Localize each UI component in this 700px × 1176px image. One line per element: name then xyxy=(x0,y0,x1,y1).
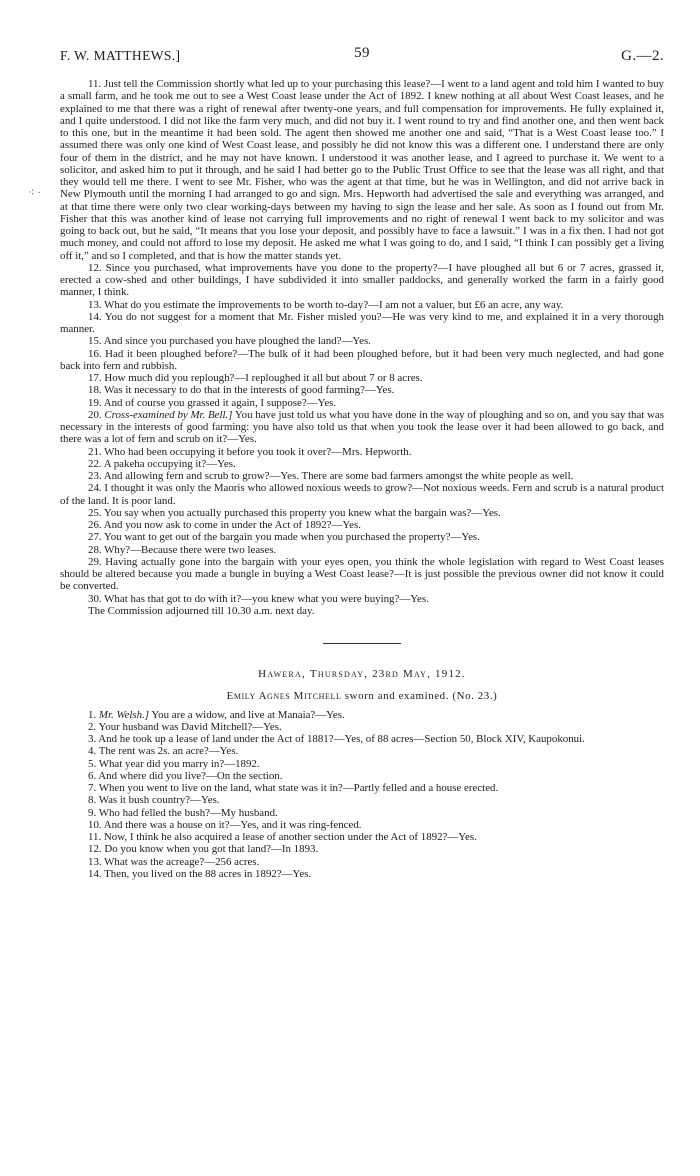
paragraph: 16. Had it been ploughed before?—The bulk of it had been ploughed before, but it had been very much neglected, and had gone back into fern and rubbish. xyxy=(60,347,664,372)
paragraph-number: 20. xyxy=(88,408,102,421)
paragraph: 29. Having actually gone into the bargain with your eyes open, you think the whole legislation with regard to West Coast leases should be altered because you made a bungle in buying a West Coast lease?—It is just possible the previous owner did not know it could be converted. xyxy=(60,555,664,593)
paragraph: 7. When you went to live on the land, what state was it in?—Partly felled and a house erected. xyxy=(88,782,499,794)
paragraph: 24. I thought it was only the Maoris who allowed noxious weeds to grow?—Not noxious weeds. Fern and scrub is a natural product of the land. It is poor land. xyxy=(60,482,664,507)
paragraph: 2. Your husband was David Mitchell?—Yes. xyxy=(88,720,282,733)
paragraph: 22. A pakeha occupying it?—Yes. xyxy=(88,457,236,470)
paragraph-examination xyxy=(60,709,664,721)
paragraph-cross-examination xyxy=(60,409,664,446)
paragraph: 11. Now, I think he also acquired a lease of another section under the Act of 1892?—Yes. xyxy=(88,831,477,843)
paragraph: 4. The rent was 2s. an acre?—Yes. xyxy=(88,745,239,758)
paragraph: 14. Then, you lived on the 88 acres in 1892?—Yes. xyxy=(88,867,312,880)
examiner-label: Cross-examined by Mr. Bell.] xyxy=(104,408,233,421)
paragraph-number: 1. xyxy=(88,708,97,721)
paragraph: 30. What has that got to do with it?—you knew what you were buying?—Yes. xyxy=(88,592,429,605)
document-page xyxy=(60,45,664,880)
paragraph: 6. And where did you live?—On the section. xyxy=(88,769,283,782)
paragraph: 13. What was the acreage?—256 acres. xyxy=(88,855,260,868)
session-heading: Hawera, Thursday, 23rd May, 1912. xyxy=(258,668,466,680)
adjournment-note: The Commission adjourned till 10.30 a.m. next day. xyxy=(88,604,315,617)
document-reference: G.—2. xyxy=(621,48,664,64)
paragraph: 25. You say when you actually purchased this property you knew what the bargain was?—Yes. xyxy=(88,506,501,519)
paragraph: 8. Was it bush country?—Yes. xyxy=(88,794,220,807)
paragraph: 14. You do not suggest for a moment that Mr. Fisher misled you?—He was very kind to me, and explained it in a very thorough manner. xyxy=(60,310,664,335)
page-header xyxy=(60,45,664,70)
paragraph: 11. Just tell the Commission shortly what led up to your purchasing this lease?—I went to a land agent and told him I wanted to buy a small farm, and he took me out to see a West Coast lease under the Act of 1892. I knew nothing at all about West Coast leases, and he explained to me that there was a right of renewal after twenty-one years, and full compensation for improvements. He fully explained it, and I quite understood. I did not like the farm very much, and did not buy it. I went round to try and find another one, and then went back to this one, but in the meantime it had been sold. The agent then showed me another one and said, “That is a West Coast lease too.” I assumed there was only one kind of West Coast lease, and possibly he did not know this was a different one. I understand there are only four of them in the district, and he may not have known. I understood it was another lease, and I agreed to purchase it. We went to a solicitor, and asked him to put it through, and he said I had better go to the Public Trust Office to see that the lease was all right, and that they would tell me there. I went to see Mr. Fisher, who was the agent at that time, but he was in Wellington, and did not arrive back in New Plymouth until the morning I had arranged to go and sign. Mrs. Hepworth had advertised the sale and everything was arranged, and at that time there were only two clear working-days between my having to sign the lease and her sale. As soon as I found out from Mr. Fisher that this was another kind of lease not carrying full improvements and no right of renewal I went back to my solicitor and was going to back out, but he said, “It means that you lose your deposit, and possibly have to face a lawsuit.” I was in a fix then. I had not got much money, and could not afford to lose my deposit. He asked me what I was going to do, and I said, “I think I can possibly get a living off it,” and so I completed, and that is how the matter stands yet. xyxy=(60,78,664,262)
paragraph: 13. What do you estimate the improvements to be worth to-day?—I am not a valuer, but £6 an acre, any way. xyxy=(88,298,564,311)
examiner-label: Mr. Welsh.] xyxy=(98,708,150,721)
section-divider xyxy=(323,643,401,644)
paragraph: 12. Since you purchased, what improvements have you done to the property?—I have ploughed all but 6 or 7 acres, grassed it, erected a cow-shed and other buildings, I have subdivided it into smaller paddocks, and generally worked the farm in a fairly good manner, I think. xyxy=(60,261,664,299)
paragraph: 19. And of course you grassed it again, I suppose?—Yes. xyxy=(88,396,337,409)
paragraph: 18. Was it necessary to do that in the interests of good farming?—Yes. xyxy=(88,384,395,397)
paragraph: 10. And there was a house on it?—Yes, and it was ring-fenced. xyxy=(88,818,362,831)
paragraph: 23. And allowing fern and scrub to grow?—Yes. There are some bad farmers amongst the white people as well. xyxy=(88,470,574,482)
paragraph: 9. Who had felled the bush?—My husband. xyxy=(88,806,278,819)
paragraph: 17. How much did you replough?—I reploughed it all but about 7 or 8 acres. xyxy=(88,372,423,384)
margin-mark-left: ⁖ · xyxy=(28,187,41,199)
witness-heading: Emily Agnes Mitchell sworn and examined. (No. 23.) xyxy=(226,690,498,703)
paragraph: 26. And you now ask to come in under the Act of 1892?—Yes. xyxy=(88,519,361,531)
paragraph: 12. Do you know when you got that land?—In 1893. xyxy=(88,843,319,856)
paragraph: 27. You want to get out of the bargain you made when you purchased the property?—Yes. xyxy=(88,531,480,544)
paragraph-text: You have just told us what you have done in the way of ploughing and so on, and you say that was necessary in the interests of good farming: you have also told us that when you took the lease over it had been allowed to go back, and there was a lot of fern and scrub on it?—Yes. xyxy=(60,408,664,446)
paragraph: 3. And he took up a lease of land under the Act of 1881?—Yes, of 88 acres—Section 50, Block XIV, Kaupokonui. xyxy=(88,733,585,745)
paragraph: 21. Who had been occupying it before you took it over?—Mrs. Hepworth. xyxy=(88,445,412,458)
paragraph: 28. Why?—Because there were two leases. xyxy=(88,543,277,556)
transcript-body xyxy=(60,78,664,880)
paragraph: 5. What year did you marry in?—1892. xyxy=(88,757,260,770)
paragraph-text: You are a widow, and live at Manaia?—Yes. xyxy=(149,708,345,721)
header-witness-name: F. W. MATTHEWS.] xyxy=(60,48,181,63)
witness-name: Emily Agnes Mitchell xyxy=(226,690,342,703)
paragraph: 15. And since you purchased you have ploughed the land?—Yes. xyxy=(88,335,371,348)
page-number: 59 xyxy=(354,45,370,61)
